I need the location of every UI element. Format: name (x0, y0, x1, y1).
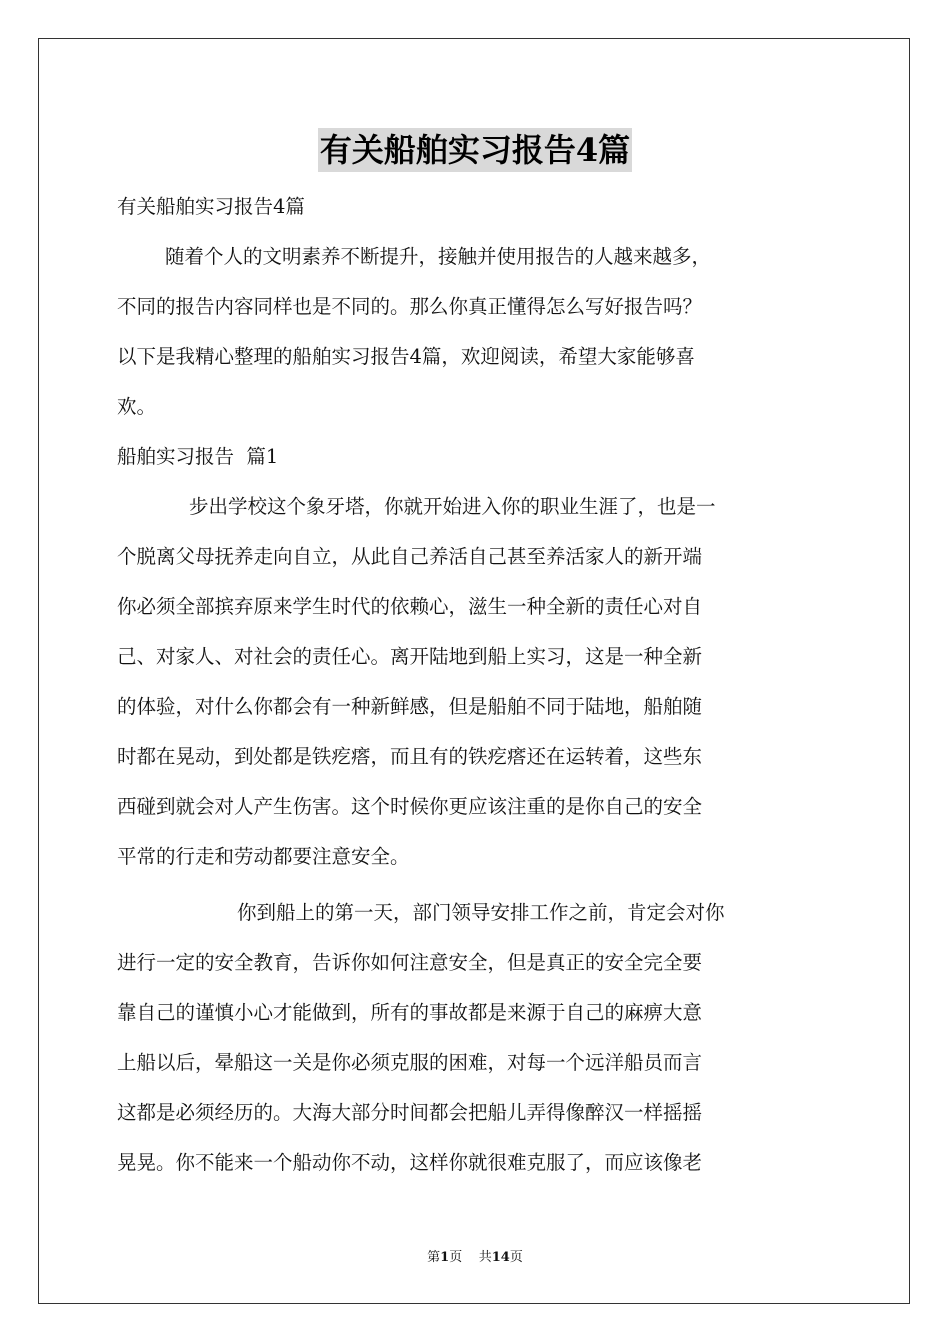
page-prefix: 第 (427, 1250, 441, 1265)
para2-line: 上船以后，晕船这一关是你必须克服的困难，对每一个远洋船员而言 (117, 1051, 703, 1074)
para1-line: 个脱离父母抚养走向自立，从此自己养活自己甚至养活家人的新开端 (117, 545, 703, 568)
document-title: 有关船舶实习报告4篇 (318, 128, 632, 172)
para2-line: 这都是必须经历的。大海大部分时间都会把船儿弄得像醉汉一样摇摇 (117, 1101, 703, 1124)
para1-line: 平常的行走和劳动都要注意安全。 (117, 845, 410, 868)
document-body (117, 182, 837, 1188)
intro-line: 不同的报告内容同样也是不同的。那么你真正懂得怎么写好报告吗？ (117, 295, 703, 318)
para1-line: 的体验，对什么你都会有一种新鲜感，但是船舶不同于陆地，船舶随 (117, 695, 703, 718)
subtitle: 有关船舶实习报告4篇 (117, 195, 305, 218)
para1-line: 西碰到就会对人产生伤害。这个时候你更应该注重的是你自己的安全 (117, 795, 703, 818)
intro-line: 欢。 (117, 395, 157, 418)
para2-line: 你到船上的第一天，部门领导安排工作之前，肯定会对你 (237, 901, 725, 924)
para1-line: 步出学校这个象牙塔，你就开始进入你的职业生涯了，也是一 (189, 495, 716, 518)
page-footer (0, 1246, 950, 1265)
para2-line: 晃晃。你不能来一个船动你不动，这样你就很难克服了，而应该像老 (117, 1151, 703, 1174)
intro-line: 随着个人的文明素养不断提升，接触并使用报告的人越来越多， (165, 245, 712, 268)
total-suffix: 页 (509, 1250, 523, 1265)
para1-line: 你必须全部摈弃原来学生时代的依赖心，滋生一种全新的责任心对自 (117, 595, 703, 618)
title-wrap (0, 128, 950, 172)
page-suffix: 页 (449, 1250, 463, 1265)
page-number: 1 (440, 1250, 450, 1265)
section-heading: 船舶实习报告 篇1 (117, 445, 279, 468)
total-pages: 14 (491, 1250, 510, 1265)
para2-line: 进行一定的安全教育，告诉你如何注意安全，但是真正的安全完全要 (117, 951, 703, 974)
para1-line: 时都在晃动，到处都是铁疙瘩，而且有的铁疙瘩还在运转着，这些东 (117, 745, 703, 768)
total-prefix: 共 (478, 1250, 492, 1265)
intro-line: 以下是我精心整理的船舶实习报告4篇，欢迎阅读，希望大家能够喜 (117, 345, 695, 368)
para2-line: 靠自己的谨慎小心才能做到，所有的事故都是来源于自己的麻痹大意 (117, 1001, 703, 1024)
para1-line: 己、对家人、对社会的责任心。离开陆地到船上实习，这是一种全新 (117, 645, 703, 668)
